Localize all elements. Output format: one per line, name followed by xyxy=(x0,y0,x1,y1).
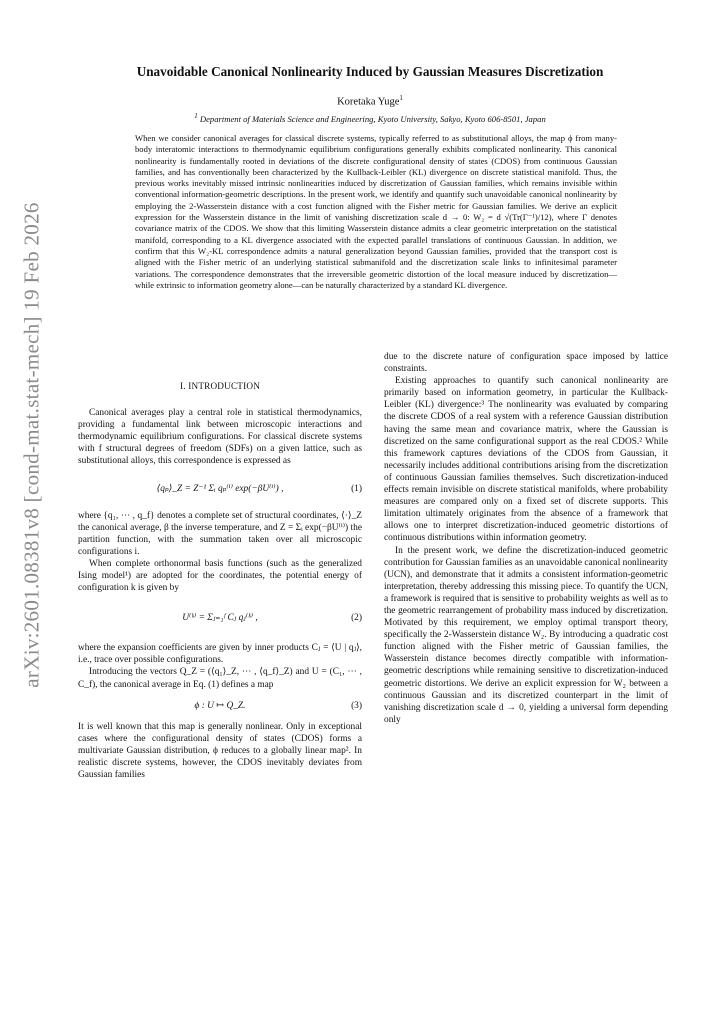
equation-2 xyxy=(78,601,362,635)
left-column xyxy=(78,380,362,781)
intro-paragraph-2: where {q₁, ⋯ , q_f} denotes a complete set of structural coordinates, ⟨·⟩_Z the canonical average, β the inverse temperature, and Z = Σᵢ exp(−βU⁽ⁱ⁾) the partition function, with the summation taken over all microscopic configurations i. xyxy=(78,510,362,557)
equation-2-body: U⁽ᵏ⁾ = Σⱼ₌₁ᶠ Cⱼ qⱼ⁽ᵏ⁾ , xyxy=(182,613,258,624)
arxiv-identifier-text: arXiv:2601.08381v8 [cond-mat.stat-mech] 19 Feb 2026 xyxy=(19,202,44,688)
equation-3-number: (3) xyxy=(351,700,362,711)
equation-3-body: ϕ : U ↦ Q_Z. xyxy=(194,700,246,711)
section-heading-introduction: I. INTRODUCTION xyxy=(179,381,261,391)
right-paragraph-2: Existing approaches to quantify such canonical nonlinearity are primarily based on information geometry, in particular the Kullback-Leibler (KL) divergence:³ The nonlinearity was evaluated by comparing the discrete CDOS of a real system with a reference Gaussian distribution having the same mean and covariance matrix, where the Gaussian is discretized on the same configurational support as the real CDOS.² While this framework captures deviations of the CDOS from Gaussian, it necessarily includes additional contributions arising from the discretization of continuous Gaussian families themselves. Such discretization-induced effects remain invisible on discrete statistical manifolds, where probability measures are compared only on a fixed set of discrete supports. This limitation ultimately originates from the absence of a framework that allows one to interpret discretization-induced geometric distortions of continuous distributions within information geometry. xyxy=(384,376,668,544)
equation-3 xyxy=(78,698,362,714)
intro-paragraph-6: It is well known that this map is generally nonlinear. Only in exceptional cases where the configurational density of states (CDOS) forms a multivariate Gaussian distribution, ϕ reduces to a globally linear map². In realistic discrete systems, however, the CDOS inevitably deviates from Gaussian families xyxy=(78,721,362,780)
arxiv-identifier xyxy=(12,202,52,688)
intro-paragraph-1: Canonical averages play a central role in statistical thermodynamics, providing a fundamental link between microscopic interactions and thermodynamic equilibrium configurations. For classical discrete systems with f structural degrees of freedom (SDFs) on a given lattice, such as substitutional alloys, this correspondence is expressed as xyxy=(78,408,362,467)
equation-1 xyxy=(78,475,362,503)
affiliation-line xyxy=(60,112,680,124)
author-line xyxy=(60,94,680,108)
intro-paragraph-5: Introducing the vectors Q_Z = (⟨q₁⟩_Z, ⋯ , ⟨q_f⟩_Z) and U = (C₁, ⋯ , C_f), the canonical average in Eq. (1) defines a map xyxy=(78,667,362,690)
equation-1-number: (1) xyxy=(351,483,362,494)
author-affiliation-mark: 1 xyxy=(399,94,403,102)
equation-1-body: ⟨qₚ⟩_Z = Z⁻¹ Σᵢ qₚ⁽ⁱ⁾ exp(−βU⁽ⁱ⁾) , xyxy=(156,483,284,494)
intro-paragraph-4: where the expansion coefficients are given by inner products Cⱼ = ⟨U | qⱼ⟩, i.e., trace over possible configurations. xyxy=(78,643,362,666)
right-paragraph-1: due to the discrete nature of configuration space imposed by lattice constraints. xyxy=(384,352,668,375)
affiliation-mark: 1 xyxy=(194,112,198,120)
intro-paragraph-3: When complete orthonormal basis functions (such as the generalized Ising model¹) are adopted for the coordinates, the potential energy of configuration k is given by xyxy=(78,558,362,594)
right-column xyxy=(384,351,668,726)
abstract: When we consider canonical averages for classical discrete systems, typically referred to as substitutional alloys, the map ϕ from many-body interatomic interactions to thermodynamic equilibrium configurations generally exhibits complicated nonlinearity. This canonical nonlinearity is fundamentally rooted in deviations of the discrete configurational density of states (CDOS) from continuous Gaussian families, and has conventionally been characterized by the Kullback-Leibler (KL) divergence on discrete statistical manifold. Thus, the previous works inevitably missed intrinsic nonlinearities induced by discretization of Gaussian families, which remains invisible within conventional information-geometric descriptions. In the present work, we identify and quantify such unavoidable canonical nonlinearity by employing the 2-Wasserstein distance with a cost function aligned with the Fisher metric for Gaussian families. We derive an explicit expression for the Wasserstein distance in the limit of vanishing discretization scale d → 0: W₂ = d √(Tr(Γ⁻¹)/12), where Γ denotes covariance matrix of the CDOS. We show that this limiting Wasserstein distance admits a clear geometric interpretation on the statistical manifold, corresponding to a KL divergence associated with the expected parallel translations of continuous Gaussian. In addition, we confirm that this W₂-KL correspondence admits a natural generalization beyond Gaussian families, provided that the transport cost is aligned with the Fisher metric of an underlying statistical submanifold and the discretization scale links to infinitesimal parameter variations. The correspondence demonstrates that the irreversible geometric distortion of the local measure induced by discretization—while extrinsic to information geometry alone—can be naturally characterized by a standard KL divergence. xyxy=(135,133,617,290)
equation-2-number: (2) xyxy=(351,613,362,624)
author-name: Koretaka Yuge xyxy=(337,96,400,108)
affiliation-text: Department of Materials Science and Engineering, Kyoto University, Sakyo, Kyoto 606-8501, Japan xyxy=(199,113,546,124)
paper-title: Unavoidable Canonical Nonlinearity Induced by Gaussian Measures Discretization xyxy=(136,64,604,79)
right-paragraph-3: In the present work, we define the discretization-induced geometric contribution for Gaussian families as an unavoidable canonical nonlinearity (UCN), and demonstrate that it admits a consistent information-geometric interpretation, thereby addressing this missing piece. To quantify the UCN, a framework is required that is sensitive to probability weights as well as to the geometric rearrangement of probability mass induced by discretization. Motivated by this requirement, we employ optimal transport theory, specifically the 2-Wasserstein distance W₂. By introducing a quadratic cost function aligned with the Fisher metric of Gaussian families, the Wasserstein distance becomes directly compatible with information-geometric descriptions while remaining sensitive to discretization-induced geometric distortions. We derive an explicit expression for W₂ between a continuous Gaussian and its discretized counterpart in the limit of vanishing discretization scale d → 0, yielding a universal form depending only xyxy=(384,545,668,725)
